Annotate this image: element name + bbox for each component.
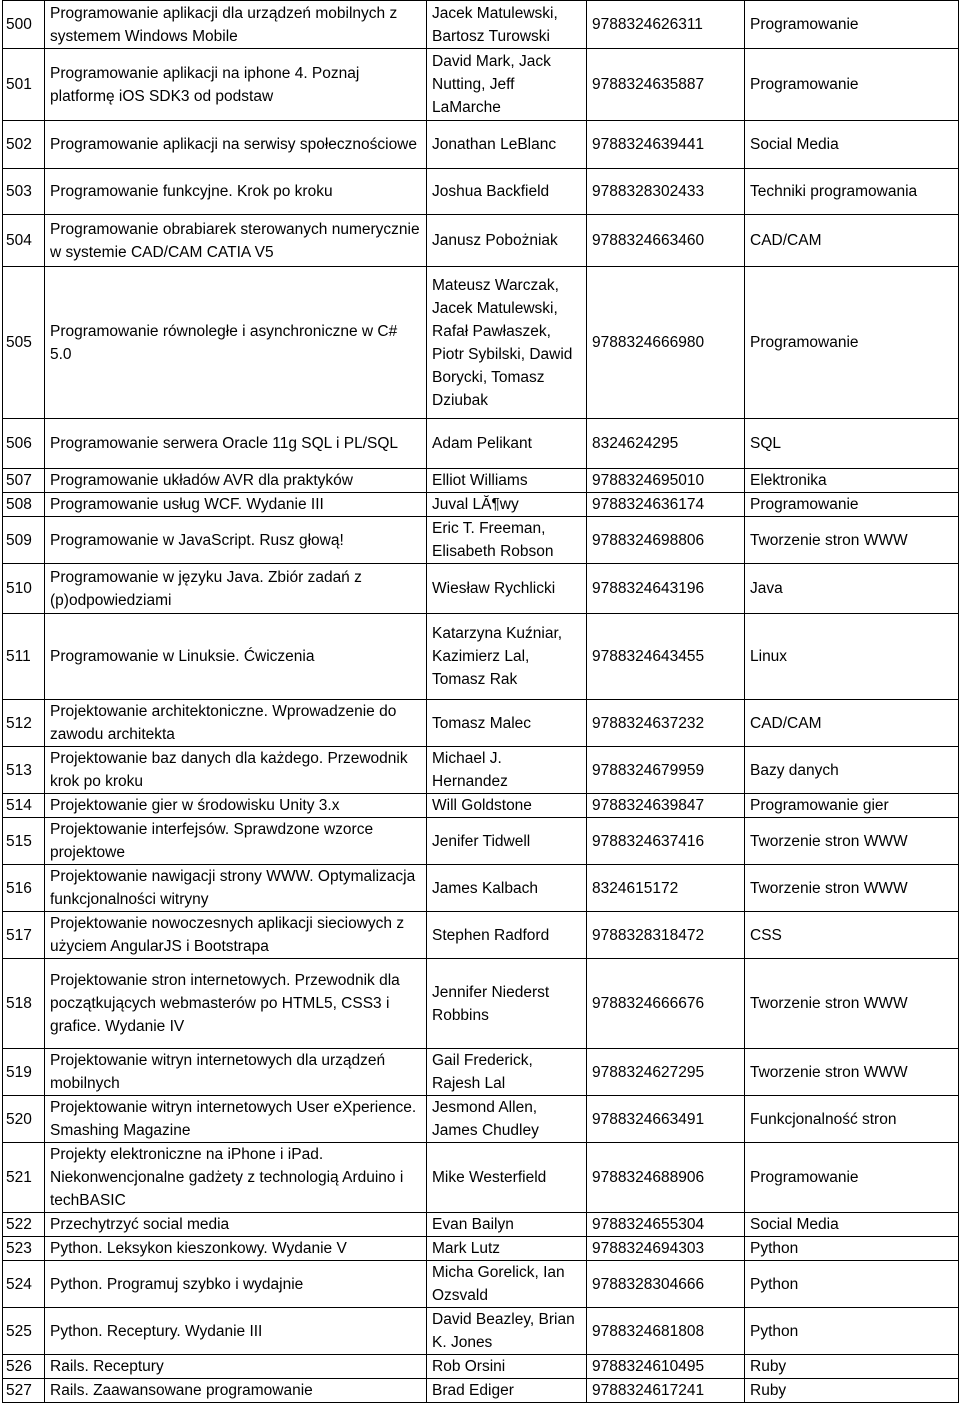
row-number: 519	[3, 1049, 45, 1096]
book-isbn: 9788324694303	[587, 1237, 745, 1261]
book-title: Projektowanie nowoczesnych aplikacji sieciowych z użyciem AngularJS i Bootstrapa	[45, 912, 427, 959]
book-author: Mike Westerfield	[427, 1143, 587, 1213]
book-category: Ruby	[745, 1355, 959, 1379]
book-author: Jacek Matulewski, Bartosz Turowski	[427, 1, 587, 49]
table-row	[3, 1237, 959, 1261]
book-author: Mark Lutz	[427, 1237, 587, 1261]
book-isbn: 9788324610495	[587, 1355, 745, 1379]
book-author: Brad Ediger	[427, 1379, 587, 1403]
book-author: Elliot Williams	[427, 469, 587, 493]
book-category: Tworzenie stron WWW	[745, 1049, 959, 1096]
table-row	[3, 215, 959, 267]
book-title: Projektowanie witryn internetowych dla urządzeń mobilnych	[45, 1049, 427, 1096]
book-category: Bazy danych	[745, 747, 959, 794]
row-number: 518	[3, 959, 45, 1049]
book-title: Projektowanie interfejsów. Sprawdzone wzorce projektowe	[45, 818, 427, 865]
row-number: 511	[3, 614, 45, 700]
book-title: Python. Programuj szybko i wydajnie	[45, 1261, 427, 1308]
book-author: Jenifer Tidwell	[427, 818, 587, 865]
book-category: Python	[745, 1237, 959, 1261]
book-author: Tomasz Malec	[427, 700, 587, 747]
table-row	[3, 1049, 959, 1096]
book-isbn: 9788324635887	[587, 49, 745, 121]
book-isbn: 9788324698806	[587, 517, 745, 564]
row-number: 520	[3, 1096, 45, 1143]
book-title: Programowanie aplikacji na iphone 4. Poznaj platformę iOS SDK3 od podstaw	[45, 49, 427, 121]
row-number: 524	[3, 1261, 45, 1308]
book-author: Evan Bailyn	[427, 1213, 587, 1237]
table-row	[3, 267, 959, 419]
book-author: David Beazley, Brian K. Jones	[427, 1308, 587, 1355]
book-isbn: 9788324626311	[587, 1, 745, 49]
book-isbn: 9788324655304	[587, 1213, 745, 1237]
row-number: 527	[3, 1379, 45, 1403]
table-body	[3, 1, 959, 1403]
book-isbn: 9788324663460	[587, 215, 745, 267]
book-author: David Mark, Jack Nutting, Jeff LaMarche	[427, 49, 587, 121]
book-isbn: 9788324639441	[587, 121, 745, 169]
row-number: 501	[3, 49, 45, 121]
book-category: CAD/CAM	[745, 700, 959, 747]
row-number: 512	[3, 700, 45, 747]
book-author: Gail Frederick, Rajesh Lal	[427, 1049, 587, 1096]
book-title: Programowanie równoległe i asynchroniczne w C# 5.0	[45, 267, 427, 419]
book-title: Programowanie układów AVR dla praktyków	[45, 469, 427, 493]
book-category: Social Media	[745, 1213, 959, 1237]
book-category: Funkcjonalność stron	[745, 1096, 959, 1143]
book-category: Programowanie	[745, 49, 959, 121]
book-isbn: 9788324636174	[587, 493, 745, 517]
table-row	[3, 818, 959, 865]
book-isbn: 9788328304666	[587, 1261, 745, 1308]
book-category: Python	[745, 1308, 959, 1355]
row-number: 500	[3, 1, 45, 49]
table-row	[3, 1213, 959, 1237]
book-isbn: 9788324679959	[587, 747, 745, 794]
book-author: Wiesław Rychlicki	[427, 564, 587, 614]
book-isbn: 8324624295	[587, 419, 745, 469]
book-title: Projektowanie stron internetowych. Przewodnik dla początkujących webmasterów po HTML5, CSS3 i grafice. Wydanie IV	[45, 959, 427, 1049]
book-category: Elektronika	[745, 469, 959, 493]
table-row	[3, 1379, 959, 1403]
book-author: James Kalbach	[427, 865, 587, 912]
row-number: 517	[3, 912, 45, 959]
row-number: 503	[3, 169, 45, 215]
book-isbn: 9788328302433	[587, 169, 745, 215]
book-author: Stephen Radford	[427, 912, 587, 959]
book-title: Python. Leksykon kieszonkowy. Wydanie V	[45, 1237, 427, 1261]
table-row	[3, 1, 959, 49]
book-author: Jonathan LeBlanc	[427, 121, 587, 169]
table-row	[3, 794, 959, 818]
book-title: Przechytrzyć social media	[45, 1213, 427, 1237]
row-number: 502	[3, 121, 45, 169]
book-category: Tworzenie stron WWW	[745, 517, 959, 564]
book-isbn: 9788324637232	[587, 700, 745, 747]
row-number: 525	[3, 1308, 45, 1355]
row-number: 515	[3, 818, 45, 865]
row-number: 526	[3, 1355, 45, 1379]
book-isbn: 9788324688906	[587, 1143, 745, 1213]
table-row	[3, 517, 959, 564]
book-title: Programowanie funkcyjne. Krok po kroku	[45, 169, 427, 215]
table-row	[3, 169, 959, 215]
row-number: 508	[3, 493, 45, 517]
table-row	[3, 747, 959, 794]
table-row	[3, 865, 959, 912]
row-number: 507	[3, 469, 45, 493]
book-isbn: 9788324663491	[587, 1096, 745, 1143]
table-row	[3, 564, 959, 614]
book-isbn: 9788324637416	[587, 818, 745, 865]
book-isbn: 9788324643196	[587, 564, 745, 614]
book-title: Projektowanie gier w środowisku Unity 3.x	[45, 794, 427, 818]
book-title: Rails. Receptury	[45, 1355, 427, 1379]
table-row	[3, 469, 959, 493]
row-number: 513	[3, 747, 45, 794]
book-isbn: 8324615172	[587, 865, 745, 912]
book-category: Tworzenie stron WWW	[745, 865, 959, 912]
book-isbn: 9788324666676	[587, 959, 745, 1049]
row-number: 510	[3, 564, 45, 614]
row-number: 516	[3, 865, 45, 912]
book-title: Programowanie aplikacji na serwisy społecznościowe	[45, 121, 427, 169]
row-number: 506	[3, 419, 45, 469]
table-row	[3, 1308, 959, 1355]
table-row	[3, 912, 959, 959]
book-title: Python. Receptury. Wydanie III	[45, 1308, 427, 1355]
book-title: Programowanie serwera Oracle 11g SQL i PL/SQL	[45, 419, 427, 469]
table-row	[3, 419, 959, 469]
book-isbn: 9788324643455	[587, 614, 745, 700]
table-row	[3, 1143, 959, 1213]
book-title: Programowanie obrabiarek sterowanych numerycznie w systemie CAD/CAM CATIA V5	[45, 215, 427, 267]
book-author: Eric T. Freeman, Elisabeth Robson	[427, 517, 587, 564]
table-row	[3, 700, 959, 747]
book-category: Python	[745, 1261, 959, 1308]
book-isbn: 9788324617241	[587, 1379, 745, 1403]
book-title: Projektowanie witryn internetowych User eXperience. Smashing Magazine	[45, 1096, 427, 1143]
row-number: 504	[3, 215, 45, 267]
book-author: Juval LĂ¶wy	[427, 493, 587, 517]
book-category: Tworzenie stron WWW	[745, 818, 959, 865]
book-title: Projektowanie nawigacji strony WWW. Optymalizacja funkcjonalności witryny	[45, 865, 427, 912]
book-author: Will Goldstone	[427, 794, 587, 818]
book-category: Programowanie	[745, 267, 959, 419]
row-number: 523	[3, 1237, 45, 1261]
book-title: Projektowanie baz danych dla każdego. Przewodnik krok po kroku	[45, 747, 427, 794]
books-table	[2, 0, 959, 1403]
row-number: 522	[3, 1213, 45, 1237]
table-row	[3, 493, 959, 517]
book-isbn: 9788324639847	[587, 794, 745, 818]
book-category: Tworzenie stron WWW	[745, 959, 959, 1049]
book-author: Jennifer Niederst Robbins	[427, 959, 587, 1049]
book-author: Katarzyna Kuźniar, Kazimierz Lal, Tomasz Rak	[427, 614, 587, 700]
book-category: Linux	[745, 614, 959, 700]
table-row	[3, 959, 959, 1049]
row-number: 514	[3, 794, 45, 818]
book-category: Programowanie	[745, 1, 959, 49]
book-author: Micha Gorelick, Ian Ozsvald	[427, 1261, 587, 1308]
book-category: Programowanie	[745, 493, 959, 517]
table-row	[3, 49, 959, 121]
book-category: Java	[745, 564, 959, 614]
book-title: Projekty elektroniczne na iPhone i iPad. Niekonwencjonalne gadżety z technologią Arduino i techBASIC	[45, 1143, 427, 1213]
book-author: Adam Pelikant	[427, 419, 587, 469]
book-category: Programowanie gier	[745, 794, 959, 818]
table-row	[3, 1261, 959, 1308]
book-author: Mateusz Warczak, Jacek Matulewski, Rafał Pawłaszek, Piotr Sybilski, Dawid Borycki, Tomasz Dziubak	[427, 267, 587, 419]
book-title: Programowanie w Linuksie. Ćwiczenia	[45, 614, 427, 700]
table-row	[3, 1355, 959, 1379]
book-title: Programowanie w języku Java. Zbiór zadań z (p)odpowiedziami	[45, 564, 427, 614]
row-number: 509	[3, 517, 45, 564]
book-isbn: 9788324666980	[587, 267, 745, 419]
book-category: Techniki programowania	[745, 169, 959, 215]
table-row	[3, 1096, 959, 1143]
book-category: Programowanie	[745, 1143, 959, 1213]
book-isbn: 9788324627295	[587, 1049, 745, 1096]
book-category: SQL	[745, 419, 959, 469]
book-author: Jesmond Allen, James Chudley	[427, 1096, 587, 1143]
book-isbn: 9788328318472	[587, 912, 745, 959]
book-title: Programowanie w JavaScript. Rusz głową!	[45, 517, 427, 564]
book-isbn: 9788324695010	[587, 469, 745, 493]
book-author: Rob Orsini	[427, 1355, 587, 1379]
row-number: 505	[3, 267, 45, 419]
book-title: Programowanie aplikacji dla urządzeń mobilnych z systemem Windows Mobile	[45, 1, 427, 49]
book-author: Janusz Pobożniak	[427, 215, 587, 267]
book-author: Michael J. Hernandez	[427, 747, 587, 794]
book-category: CAD/CAM	[745, 215, 959, 267]
row-number: 521	[3, 1143, 45, 1213]
book-title: Projektowanie architektoniczne. Wprowadzenie do zawodu architekta	[45, 700, 427, 747]
book-category: Ruby	[745, 1379, 959, 1403]
book-category: CSS	[745, 912, 959, 959]
table-row	[3, 614, 959, 700]
book-title: Programowanie usług WCF. Wydanie III	[45, 493, 427, 517]
book-category: Social Media	[745, 121, 959, 169]
book-author: Joshua Backfield	[427, 169, 587, 215]
book-isbn: 9788324681808	[587, 1308, 745, 1355]
table-row	[3, 121, 959, 169]
book-title: Rails. Zaawansowane programowanie	[45, 1379, 427, 1403]
